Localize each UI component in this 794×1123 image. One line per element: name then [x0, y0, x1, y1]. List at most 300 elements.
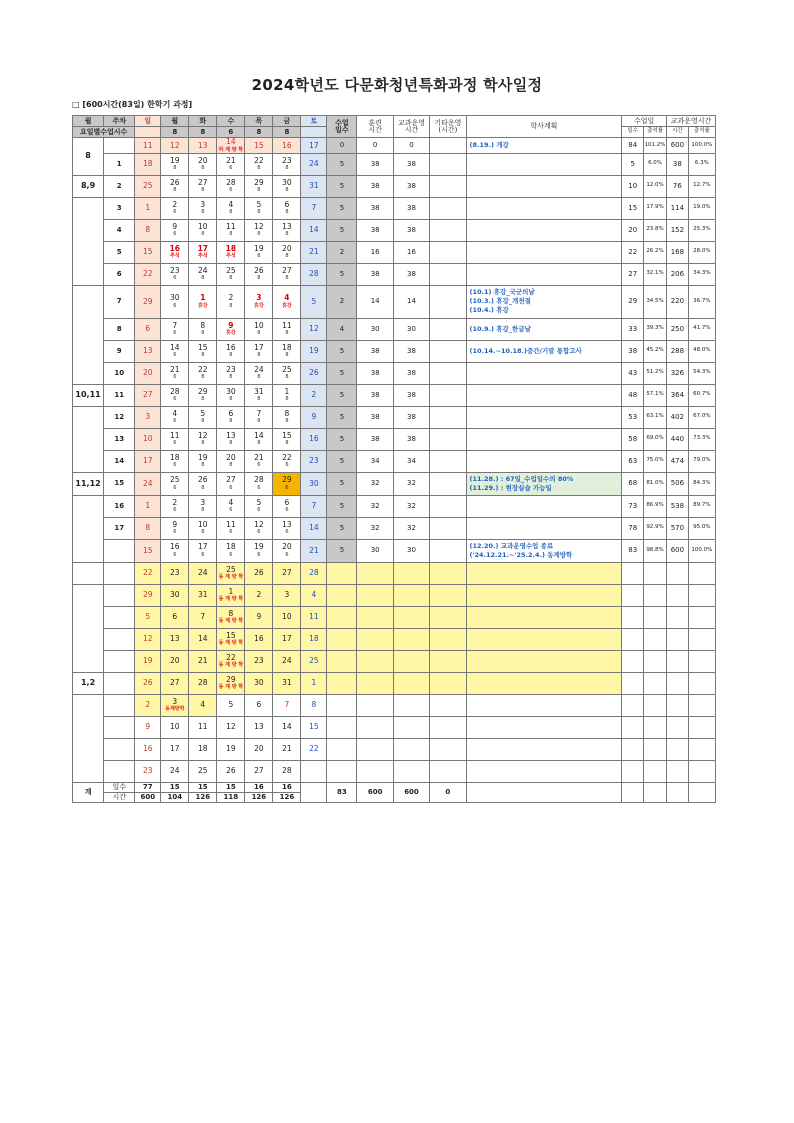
day-hours: 8 — [229, 352, 233, 359]
day-hours: 8 — [201, 275, 205, 282]
training-hours-cell — [357, 738, 393, 760]
cum-days-rate-cell — [644, 584, 667, 606]
day-number: 13 — [170, 634, 180, 644]
day-number: 31 — [282, 678, 292, 688]
day-cell — [189, 263, 217, 285]
day-number: 31 — [309, 181, 319, 191]
break-label: 동 계 방 학 — [218, 684, 244, 691]
day-number: 9 — [311, 412, 317, 422]
other-hours-cell — [430, 197, 466, 219]
cum-days-cell: 53 — [622, 406, 644, 428]
cum-hours-cell: 206 — [666, 263, 688, 285]
sunday-cell — [135, 760, 161, 782]
day-cell — [189, 318, 217, 340]
week-cell — [104, 562, 135, 584]
week-row — [73, 562, 716, 584]
cum-hours-rate-cell: 41.7% — [688, 318, 715, 340]
cum-days-cell: 15 — [622, 197, 644, 219]
day-number: 1 — [145, 501, 151, 511]
week-row — [73, 285, 716, 318]
sunday-cell — [135, 628, 161, 650]
class-days-cell: 5 — [327, 428, 357, 450]
curriculum-hours-cell — [393, 650, 429, 672]
day-number: 29 — [282, 475, 292, 485]
day-cell — [189, 450, 217, 472]
cum-hours-rate-cell — [688, 584, 715, 606]
sunday-cell — [135, 539, 161, 562]
cum-days-cell: 38 — [622, 340, 644, 362]
day-cell — [161, 197, 189, 219]
cum-days-rate-cell: 98.8% — [644, 539, 667, 562]
day-cell — [245, 138, 273, 154]
day-number: 16 — [143, 744, 153, 754]
day-number: 22 — [143, 269, 153, 279]
day-cell — [245, 628, 273, 650]
plan-cell — [466, 760, 622, 782]
day-number: 23 — [254, 656, 264, 666]
day-cell — [189, 584, 217, 606]
cum-hours-rate-cell: 6.3% — [688, 153, 715, 175]
other-hours-cell — [430, 340, 466, 362]
day-number: 27 — [143, 390, 153, 400]
curriculum-hours-cell: 0 — [393, 138, 429, 154]
training-hours-cell — [357, 584, 393, 606]
cum-days-cell: 22 — [622, 241, 644, 263]
week-cell — [104, 539, 135, 562]
day-number: 22 — [254, 155, 264, 165]
day-number: 19 — [254, 542, 264, 552]
day-hours: 6 — [173, 462, 177, 469]
cum-days-rate-cell: 69.0% — [644, 428, 667, 450]
plan-cell — [466, 472, 622, 495]
day-cell — [217, 175, 245, 197]
day-cell — [189, 285, 217, 318]
day-number: 25 — [226, 564, 236, 574]
day-number: 6 — [284, 497, 290, 507]
day-cell — [161, 384, 189, 406]
week-cell — [104, 738, 135, 760]
training-hours-cell: 16 — [357, 241, 393, 263]
week-cell — [104, 650, 135, 672]
month-cell — [73, 694, 104, 782]
training-hours-cell: 32 — [357, 517, 393, 539]
sunday-cell — [135, 153, 161, 175]
day-cell — [189, 672, 217, 694]
cum-hours-cell — [666, 716, 688, 738]
other-hours-cell — [430, 760, 466, 782]
day-number: 27 — [226, 475, 236, 485]
day-cell — [273, 384, 301, 406]
day-number: 31 — [198, 590, 208, 600]
curriculum-hours-cell — [393, 760, 429, 782]
cum-hours-rate-cell — [688, 562, 715, 584]
cum-hours-cell — [666, 562, 688, 584]
day-hours: 8 — [173, 165, 177, 172]
week-row — [73, 672, 716, 694]
day-number: 23 — [143, 766, 153, 776]
saturday-cell — [301, 362, 327, 384]
saturday-cell — [301, 263, 327, 285]
day-number: 5 — [256, 199, 262, 209]
day-cell — [273, 606, 301, 628]
day-cell — [161, 362, 189, 384]
sunday-cell — [135, 495, 161, 517]
class-days-cell: 5 — [327, 495, 357, 517]
month-cell — [73, 197, 104, 285]
week-row — [73, 694, 716, 716]
week-cell: 6 — [104, 263, 135, 285]
day-number: 10 — [254, 320, 264, 330]
text-line: 시간 — [404, 125, 419, 134]
cum-hours-cell: 38 — [666, 153, 688, 175]
day-number: 19 — [170, 155, 180, 165]
class-days-cell: 5 — [327, 450, 357, 472]
day-number: 11 — [282, 320, 292, 330]
day-cell — [217, 672, 245, 694]
day-hours: 8 — [201, 484, 205, 491]
cum-days-cell: 29 — [622, 285, 644, 318]
curriculum-hours-cell: 38 — [393, 263, 429, 285]
cum-hours-rate-cell — [688, 738, 715, 760]
cum-hours-cell: 600 — [666, 539, 688, 562]
week-row — [73, 318, 716, 340]
curriculum-hours-cell: 32 — [393, 495, 429, 517]
day-number: 13 — [143, 346, 153, 356]
day-cell — [217, 241, 245, 263]
day-cell — [189, 716, 217, 738]
day-number: 29 — [143, 590, 153, 600]
curriculum-hours-cell — [393, 562, 429, 584]
month-cell — [73, 406, 104, 472]
saturday-cell — [301, 606, 327, 628]
header-sub: 시간 — [666, 127, 688, 138]
plan-cell — [466, 628, 622, 650]
day-cell — [245, 650, 273, 672]
day-hours: 6 — [173, 484, 177, 491]
class-days-cell: 5 — [327, 362, 357, 384]
day-number: 10 — [143, 434, 153, 444]
totals-hours-label: 시간 — [104, 792, 135, 802]
day-number: 14 — [226, 137, 236, 146]
day-hours: 8 — [201, 209, 205, 216]
cum-hours-cell: 76 — [666, 175, 688, 197]
day-number: 24 — [254, 364, 264, 374]
cum-hours-cell: 250 — [666, 318, 688, 340]
day-hours: 휴강 — [282, 302, 292, 309]
day-cell — [189, 241, 217, 263]
day-cell — [161, 406, 189, 428]
day-cell — [161, 263, 189, 285]
day-number: 30 — [309, 478, 319, 488]
day-number: 24 — [309, 159, 319, 169]
sunday-cell — [135, 362, 161, 384]
day-cell — [217, 138, 245, 154]
week-cell: 1 — [104, 153, 135, 175]
cum-days-rate-cell: 6.0% — [644, 153, 667, 175]
day-hours: 추석 — [197, 253, 208, 260]
plan-cell — [466, 716, 622, 738]
day-number: 3 — [284, 590, 290, 600]
day-cell — [189, 539, 217, 562]
academic-schedule-table — [72, 115, 716, 803]
day-number: 16 — [226, 342, 236, 352]
day-number: 22 — [226, 652, 236, 662]
month-cell — [73, 285, 104, 384]
day-number: 4 — [311, 590, 317, 600]
day-number: 27 — [254, 766, 264, 776]
week-row — [73, 472, 716, 495]
day-number: 29 — [198, 386, 208, 396]
header-training-hours — [357, 116, 393, 138]
day-number: 20 — [226, 452, 236, 462]
day-cell — [245, 285, 273, 318]
day-number: 8 — [145, 225, 151, 235]
break-label: 동 계 방 학 — [218, 640, 244, 647]
cum-hours-cell: 600 — [666, 138, 688, 154]
totals-plan — [466, 782, 622, 802]
cum-hours-rate-cell — [688, 650, 715, 672]
day-number: 25 — [226, 265, 236, 275]
day-hours: 8 — [201, 507, 205, 514]
day-cell — [189, 472, 217, 495]
header-day: 목 — [245, 116, 273, 127]
daily-hours-sat — [301, 127, 327, 138]
cum-days-rate-cell: 92.9% — [644, 517, 667, 539]
other-hours-cell — [430, 384, 466, 406]
curriculum-hours-cell: 16 — [393, 241, 429, 263]
class-days-cell: 5 — [327, 175, 357, 197]
day-number: 28 — [309, 269, 319, 279]
day-number: 24 — [282, 656, 292, 666]
totals-curriculum-hours: 600 — [393, 782, 429, 802]
header-class-day-group: 수업일 — [622, 116, 667, 127]
day-hours: 6 — [173, 529, 177, 536]
class-days-cell: 5 — [327, 153, 357, 175]
day-number: 18 — [226, 542, 236, 552]
day-cell — [245, 175, 273, 197]
cum-hours-rate-cell: 100.0% — [688, 539, 715, 562]
plan-cell — [466, 738, 622, 760]
day-cell — [161, 738, 189, 760]
sunday-cell — [135, 450, 161, 472]
totals-other-hours: 0 — [430, 782, 466, 802]
month-cell: 8,9 — [73, 175, 104, 197]
saturday-cell — [301, 340, 327, 362]
day-number: 25 — [170, 475, 180, 485]
day-cell — [245, 450, 273, 472]
day-cell — [189, 628, 217, 650]
class-days-cell: 4 — [327, 318, 357, 340]
class-days-cell: 5 — [327, 340, 357, 362]
week-row — [73, 606, 716, 628]
day-number: 10 — [198, 519, 208, 529]
day-hours: 8 — [257, 330, 261, 337]
day-cell — [217, 716, 245, 738]
plan-cell — [466, 517, 622, 539]
week-row — [73, 241, 716, 263]
day-cell — [161, 318, 189, 340]
day-cell — [245, 428, 273, 450]
day-number: 28 — [170, 386, 180, 396]
week-cell — [104, 716, 135, 738]
cum-hours-cell: 538 — [666, 495, 688, 517]
day-number: 24 — [198, 568, 208, 578]
plan-cell — [466, 606, 622, 628]
class-days-cell — [327, 738, 357, 760]
text-line: 일수 — [335, 125, 349, 134]
day-cell — [217, 606, 245, 628]
day-number: 18 — [282, 342, 292, 352]
day-cell — [161, 606, 189, 628]
other-hours-cell — [430, 584, 466, 606]
day-cell — [217, 628, 245, 650]
day-number: 21 — [309, 545, 319, 555]
cum-hours-cell — [666, 650, 688, 672]
other-hours-cell — [430, 318, 466, 340]
cum-days-cell: 5 — [622, 153, 644, 175]
sunday-cell — [135, 241, 161, 263]
day-cell — [217, 428, 245, 450]
break-label: 동계방학 — [165, 706, 185, 713]
day-number: 22 — [309, 744, 319, 754]
day-cell — [245, 495, 273, 517]
text-line: (10.3.) 휴강_개천절 — [469, 297, 531, 306]
day-cell — [273, 562, 301, 584]
plan-cell — [466, 138, 622, 154]
training-hours-cell — [357, 650, 393, 672]
other-hours-cell — [430, 263, 466, 285]
sunday-cell — [135, 694, 161, 716]
day-hours: 6 — [173, 507, 177, 514]
month-cell — [73, 584, 104, 672]
day-hours: 6 — [285, 551, 289, 558]
day-cell — [245, 606, 273, 628]
other-hours-cell — [430, 495, 466, 517]
class-days-cell — [327, 584, 357, 606]
day-number: 21 — [226, 155, 236, 165]
day-number: 18 — [309, 634, 319, 644]
saturday-cell — [301, 650, 327, 672]
day-cell — [273, 175, 301, 197]
day-number: 17 — [309, 140, 319, 150]
day-hours: 6 — [229, 529, 233, 536]
day-cell — [161, 584, 189, 606]
day-cell — [161, 694, 189, 716]
week-cell: 13 — [104, 428, 135, 450]
day-cell — [245, 241, 273, 263]
header-sub: 출석률 — [688, 127, 715, 138]
day-number: 8 — [145, 523, 151, 533]
day-hours: 8 — [229, 440, 233, 447]
day-number: 12 — [254, 221, 264, 231]
day-number: 10 — [170, 722, 180, 732]
week-cell: 17 — [104, 517, 135, 539]
week-row — [73, 263, 716, 285]
week-row — [73, 362, 716, 384]
cum-hours-rate-cell: 73.3% — [688, 428, 715, 450]
day-cell — [189, 138, 217, 154]
header-sub: 일수 — [622, 127, 644, 138]
training-hours-cell — [357, 760, 393, 782]
training-hours-cell: 32 — [357, 495, 393, 517]
day-number: 17 — [143, 456, 153, 466]
header-class-days — [327, 116, 357, 138]
day-number: 28 — [282, 766, 292, 776]
day-cell — [245, 694, 273, 716]
sunday-cell — [135, 716, 161, 738]
cum-days-cell: 20 — [622, 219, 644, 241]
day-number: 18 — [170, 452, 180, 462]
sunday-cell — [135, 406, 161, 428]
week-cell — [104, 694, 135, 716]
saturday-cell — [301, 138, 327, 154]
cum-days-rate-cell — [644, 606, 667, 628]
day-number: 21 — [282, 744, 292, 754]
day-hours: 휴강 — [226, 330, 236, 337]
day-hours: 8 — [257, 187, 261, 194]
day-number: 30 — [170, 293, 180, 303]
daily-hours-value: 8 — [189, 127, 217, 138]
day-number: 1 — [228, 586, 234, 596]
day-number: 4 — [228, 199, 234, 209]
training-hours-cell: 0 — [357, 138, 393, 154]
cum-days-rate-cell: 45.2% — [644, 340, 667, 362]
week-cell: 16 — [104, 495, 135, 517]
day-hours: 8 — [229, 418, 233, 425]
day-number: 13 — [254, 722, 264, 732]
cum-hours-rate-cell — [688, 694, 715, 716]
day-number: 21 — [170, 364, 180, 374]
training-hours-cell — [357, 694, 393, 716]
day-cell — [217, 219, 245, 241]
text-line: (8.19.) 개강 — [469, 140, 509, 149]
day-cell — [217, 285, 245, 318]
text-line: (10.14.~10.18.)중간/기말 통합고사 — [469, 346, 582, 355]
day-number: 5 — [145, 612, 151, 622]
sunday-cell — [135, 175, 161, 197]
cum-days-rate-cell: 101.2% — [644, 138, 667, 154]
day-number: 1 — [200, 293, 206, 303]
plan-cell — [466, 318, 622, 340]
totals-hours-value: 126 — [189, 792, 217, 802]
day-cell — [273, 318, 301, 340]
day-cell — [217, 584, 245, 606]
cum-hours-rate-cell — [688, 606, 715, 628]
day-hours: 8 — [229, 275, 233, 282]
day-number: 7 — [311, 501, 317, 511]
text-line: 수업 — [335, 118, 349, 127]
training-hours-cell: 38 — [357, 340, 393, 362]
day-cell — [217, 562, 245, 584]
day-number: 17 — [254, 342, 264, 352]
day-cell — [273, 650, 301, 672]
cum-hours-rate-cell: 100.0% — [688, 138, 715, 154]
cum-hours-cell: 152 — [666, 219, 688, 241]
text-line: (11.28.) : 67일_수업일수의 80% — [469, 474, 574, 483]
day-hours: 8 — [201, 165, 205, 172]
header-plan: 학사계획 — [466, 116, 622, 138]
cum-days-rate-cell — [644, 672, 667, 694]
day-cell — [217, 495, 245, 517]
cum-days-cell: 63 — [622, 450, 644, 472]
cum-days-rate-cell: 39.3% — [644, 318, 667, 340]
header-day: 일 — [135, 116, 161, 127]
sunday-cell — [135, 472, 161, 495]
class-days-cell — [327, 760, 357, 782]
sunday-cell — [135, 285, 161, 318]
plan-cell — [466, 285, 622, 318]
totals-training-hours: 600 — [357, 782, 393, 802]
